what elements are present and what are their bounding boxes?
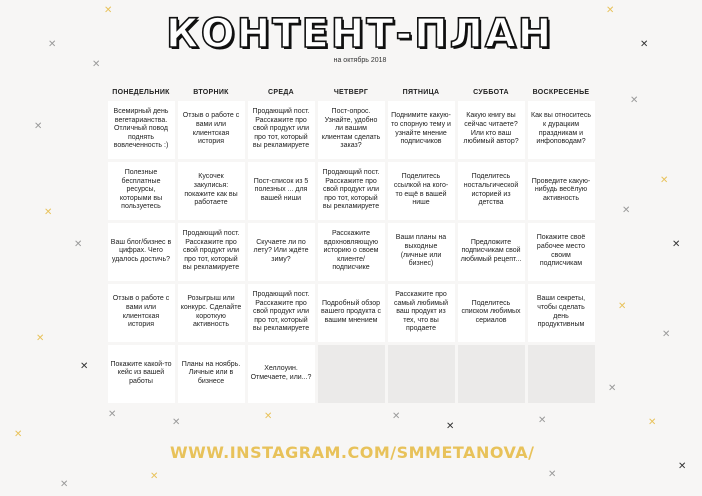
weekday-thursday: ЧЕТВЕРГ [333,89,369,96]
calendar-cell [528,223,595,281]
weekday-wednesday: СРЕДА [268,89,294,96]
cross-decoration-icon: ✕ [74,239,83,250]
cross-decoration-icon: ✕ [630,95,639,106]
calendar-cell [108,162,175,220]
calendar-cell [388,284,455,342]
cross-decoration-icon: ✕ [678,461,687,472]
page-title: КОНТЕНТ-ПЛАН [166,11,554,57]
calendar-grid [106,99,596,404]
cross-decoration-icon: ✕ [648,417,657,428]
weekday-friday: ПЯТНИЦА [402,89,440,96]
cell-text: Всемирный день вегетарианства. Отличный повод поднять вовлеченность :) [113,108,169,150]
weekday-monday: ПОНЕДЕЛЬНИК [112,89,170,96]
cell-text: Покажите своё рабочее место своим подписчикам [536,234,586,268]
calendar-cell [108,223,175,281]
cross-decoration-icon: ✕ [108,409,117,420]
calendar-cell [178,101,245,159]
calendar-cell [528,284,595,342]
calendar-cell [178,284,245,342]
weekday-sunday: ВОСКРЕСЕНЬЕ [532,89,590,96]
cell-text: Ваш блог/бизнес в цифрах. Чего удалось достичь? [110,238,172,263]
cross-decoration-icon: ✕ [672,239,681,250]
cell-text: Продающий пост. Расскажите про свой продукт или про тот, который вы рекламируете [252,108,310,150]
cross-decoration-icon: ✕ [36,333,45,344]
calendar-cell [388,101,455,159]
cross-decoration-icon: ✕ [446,421,455,432]
cross-decoration-icon: ✕ [622,205,631,216]
cell-text: Расскажите вдохновляющую историю о своем клиенте/ подписчике [323,230,379,272]
weekday-tuesday: ВТОРНИК [193,89,229,96]
empty-calendar-cell [528,345,595,403]
calendar-cell [318,162,385,220]
cross-decoration-icon: ✕ [150,471,159,482]
calendar-cell [528,101,595,159]
cross-decoration-icon: ✕ [104,5,113,16]
cell-text: Какую книгу вы сейчас читаете? Или кто ваш любимый автор? [463,112,519,146]
cell-text: Покажите какой-то кейс из вашей работы [110,360,172,385]
cell-text: Продающий пост. Расскажите про свой продукт или про тот, который вы рекламируете [182,230,240,272]
cross-decoration-icon: ✕ [618,301,627,312]
cross-decoration-icon: ✕ [662,329,671,340]
calendar-cell [178,345,245,403]
cross-decoration-icon: ✕ [640,39,649,50]
cell-text: Поднимите какую-то спорную тему и узнайте мнение подписчиков [391,112,451,146]
cell-text: Розыгрыш или конкурс. Сделайте короткую активность [180,295,242,329]
cell-text: Полезные бесплатные ресурсы, которыми вы пользуетесь [119,169,163,211]
calendar-cell [178,162,245,220]
cross-decoration-icon: ✕ [34,121,43,132]
cell-text: Ваши планы на выходные (личные или бизнес) [395,234,447,268]
calendar-cell [248,284,315,342]
weekday-saturday: СУББОТА [473,89,509,96]
calendar-cell [458,162,525,220]
weekday-header-row [106,87,596,99]
cell-text: Кусочек закулисья: покажите как вы работаете [184,173,238,207]
calendar-cell [108,345,175,403]
cell-text: Предложите подписчикам свой любимый рецепт... [460,238,522,263]
empty-calendar-cell [458,345,525,403]
calendar-cell [388,223,455,281]
empty-calendar-cell [318,345,385,403]
empty-calendar-cell [388,345,455,403]
cell-text: Поделитесь ссылкой на кого-то ещё в вашей нише [393,173,449,207]
cell-text: Скучаете ли по лету? Или ждёте зиму? [253,238,309,263]
calendar-cell [108,101,175,159]
calendar-cell [458,101,525,159]
cell-text: Продающий пост. Расскажите про свой продукт или про тот, который вы рекламируете [322,169,380,211]
cell-text: Пост-опрос. Узнайте, удобно ли вашим клиентам сделать заказ? [321,108,381,150]
calendar-cell [458,223,525,281]
calendar-cell [248,101,315,159]
calendar-cell [318,223,385,281]
cell-text: Ваши секреты, чтобы сделать день продуктивным [536,295,586,329]
cross-decoration-icon: ✕ [538,415,547,426]
cross-decoration-icon: ✕ [172,417,181,428]
cross-decoration-icon: ✕ [264,411,273,422]
cross-decoration-icon: ✕ [92,59,101,70]
page-subtitle: на октябрь 2018 [333,57,387,64]
cell-text: Поделитесь списком любимых сериалов [461,299,521,324]
calendar-cell [178,223,245,281]
cross-decoration-icon: ✕ [14,429,23,440]
instagram-url: WWW.INSTAGRAM.COM/SMMETANOVA/ [170,443,535,462]
cross-decoration-icon: ✕ [608,383,617,394]
calendar-cell [108,284,175,342]
calendar-cell [528,162,595,220]
cell-text: Отзыв о работе с вами или клиентская история [182,112,240,146]
calendar-cell [318,101,385,159]
cross-decoration-icon: ✕ [660,175,669,186]
cross-decoration-icon: ✕ [548,469,557,480]
cross-decoration-icon: ✕ [48,39,57,50]
cell-text: Продающий пост. Расскажите про свой продукт или про тот, который вы рекламируете [252,291,310,333]
cross-decoration-icon: ✕ [80,361,89,372]
cell-text: Отзыв о работе с вами или клиентская история [112,295,170,329]
calendar-cell [388,162,455,220]
cross-decoration-icon: ✕ [44,207,53,218]
cross-decoration-icon: ✕ [392,411,401,422]
cross-decoration-icon: ✕ [606,5,615,16]
calendar-cell [458,284,525,342]
cell-text: Расскажите про самый любимый ваш продукт из тех, что вы продаете [393,291,449,333]
calendar-cell [318,284,385,342]
cross-decoration-icon: ✕ [60,479,69,490]
cell-text: Подробный обзор вашего продукта с вашим мнением [321,299,381,324]
calendar-cell [248,162,315,220]
cell-text: Хеллоуин. Отмечаете, или...? [250,364,312,381]
cell-text: Проведите какую-нибудь весёлую активность [531,177,591,202]
cell-text: Планы на ноябрь. Личные или в бизнесе [181,360,241,385]
cell-text: Пост-список из 5 полезных ... для вашей ниши [253,177,309,202]
calendar-cell [248,223,315,281]
cell-text: Как вы относитесь к дурацким праздникам и инфоповодам? [531,112,591,146]
calendar-cell [248,345,315,403]
cell-text: Поделитесь ностальгической историей из детства [463,173,519,207]
